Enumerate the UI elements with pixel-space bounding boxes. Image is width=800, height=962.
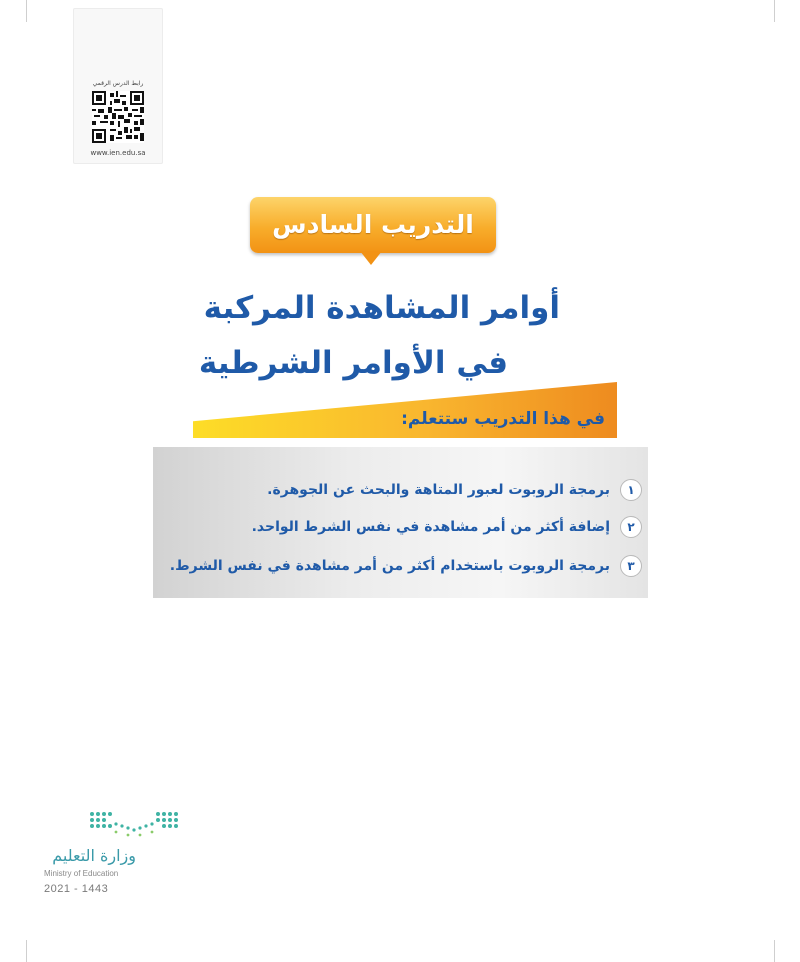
lesson-title-line2: في الأوامر الشرطية xyxy=(198,345,508,381)
qr-code-icon[interactable] xyxy=(92,91,144,143)
lesson-badge: التدريب السادس xyxy=(250,197,496,253)
list-item-text: برمجة الروبوت لعبور المتاهة والبحث عن الجوهرة. xyxy=(267,482,610,498)
list-item xyxy=(170,555,642,577)
objectives-heading: في هذا التدريب ستتعلم: xyxy=(401,409,605,429)
crop-mark xyxy=(26,0,27,22)
list-item-text: إضافة أكثر من أمر مشاهدة في نفس الشرط الواحد. xyxy=(251,519,610,535)
crop-mark xyxy=(774,0,775,22)
list-item xyxy=(267,479,642,501)
list-number: ٢ xyxy=(620,516,642,538)
ministry-name-en: Ministry of Education xyxy=(44,869,119,878)
ministry-name-ar: وزارة التعليم xyxy=(52,846,136,865)
crop-mark xyxy=(774,940,775,962)
badge-pointer xyxy=(360,251,382,265)
ministry-logo-icon xyxy=(88,810,180,840)
crop-mark xyxy=(26,940,27,962)
list-item xyxy=(252,516,642,538)
list-number: ١ xyxy=(620,479,642,501)
qr-label: رابط الدرس الرقمي xyxy=(92,80,144,87)
qr-url[interactable]: www.ien.edu.sa xyxy=(90,149,146,157)
list-number: ٣ xyxy=(620,555,642,577)
qr-card[interactable] xyxy=(73,8,163,164)
edition-year: 2021 - 1443 xyxy=(44,883,109,895)
lesson-title-line1: أوامر المشاهدة المركبة xyxy=(203,290,560,326)
list-item-text: برمجة الروبوت باستخدام أكثر من أمر مشاهدة في نفس الشرط. xyxy=(169,558,610,574)
